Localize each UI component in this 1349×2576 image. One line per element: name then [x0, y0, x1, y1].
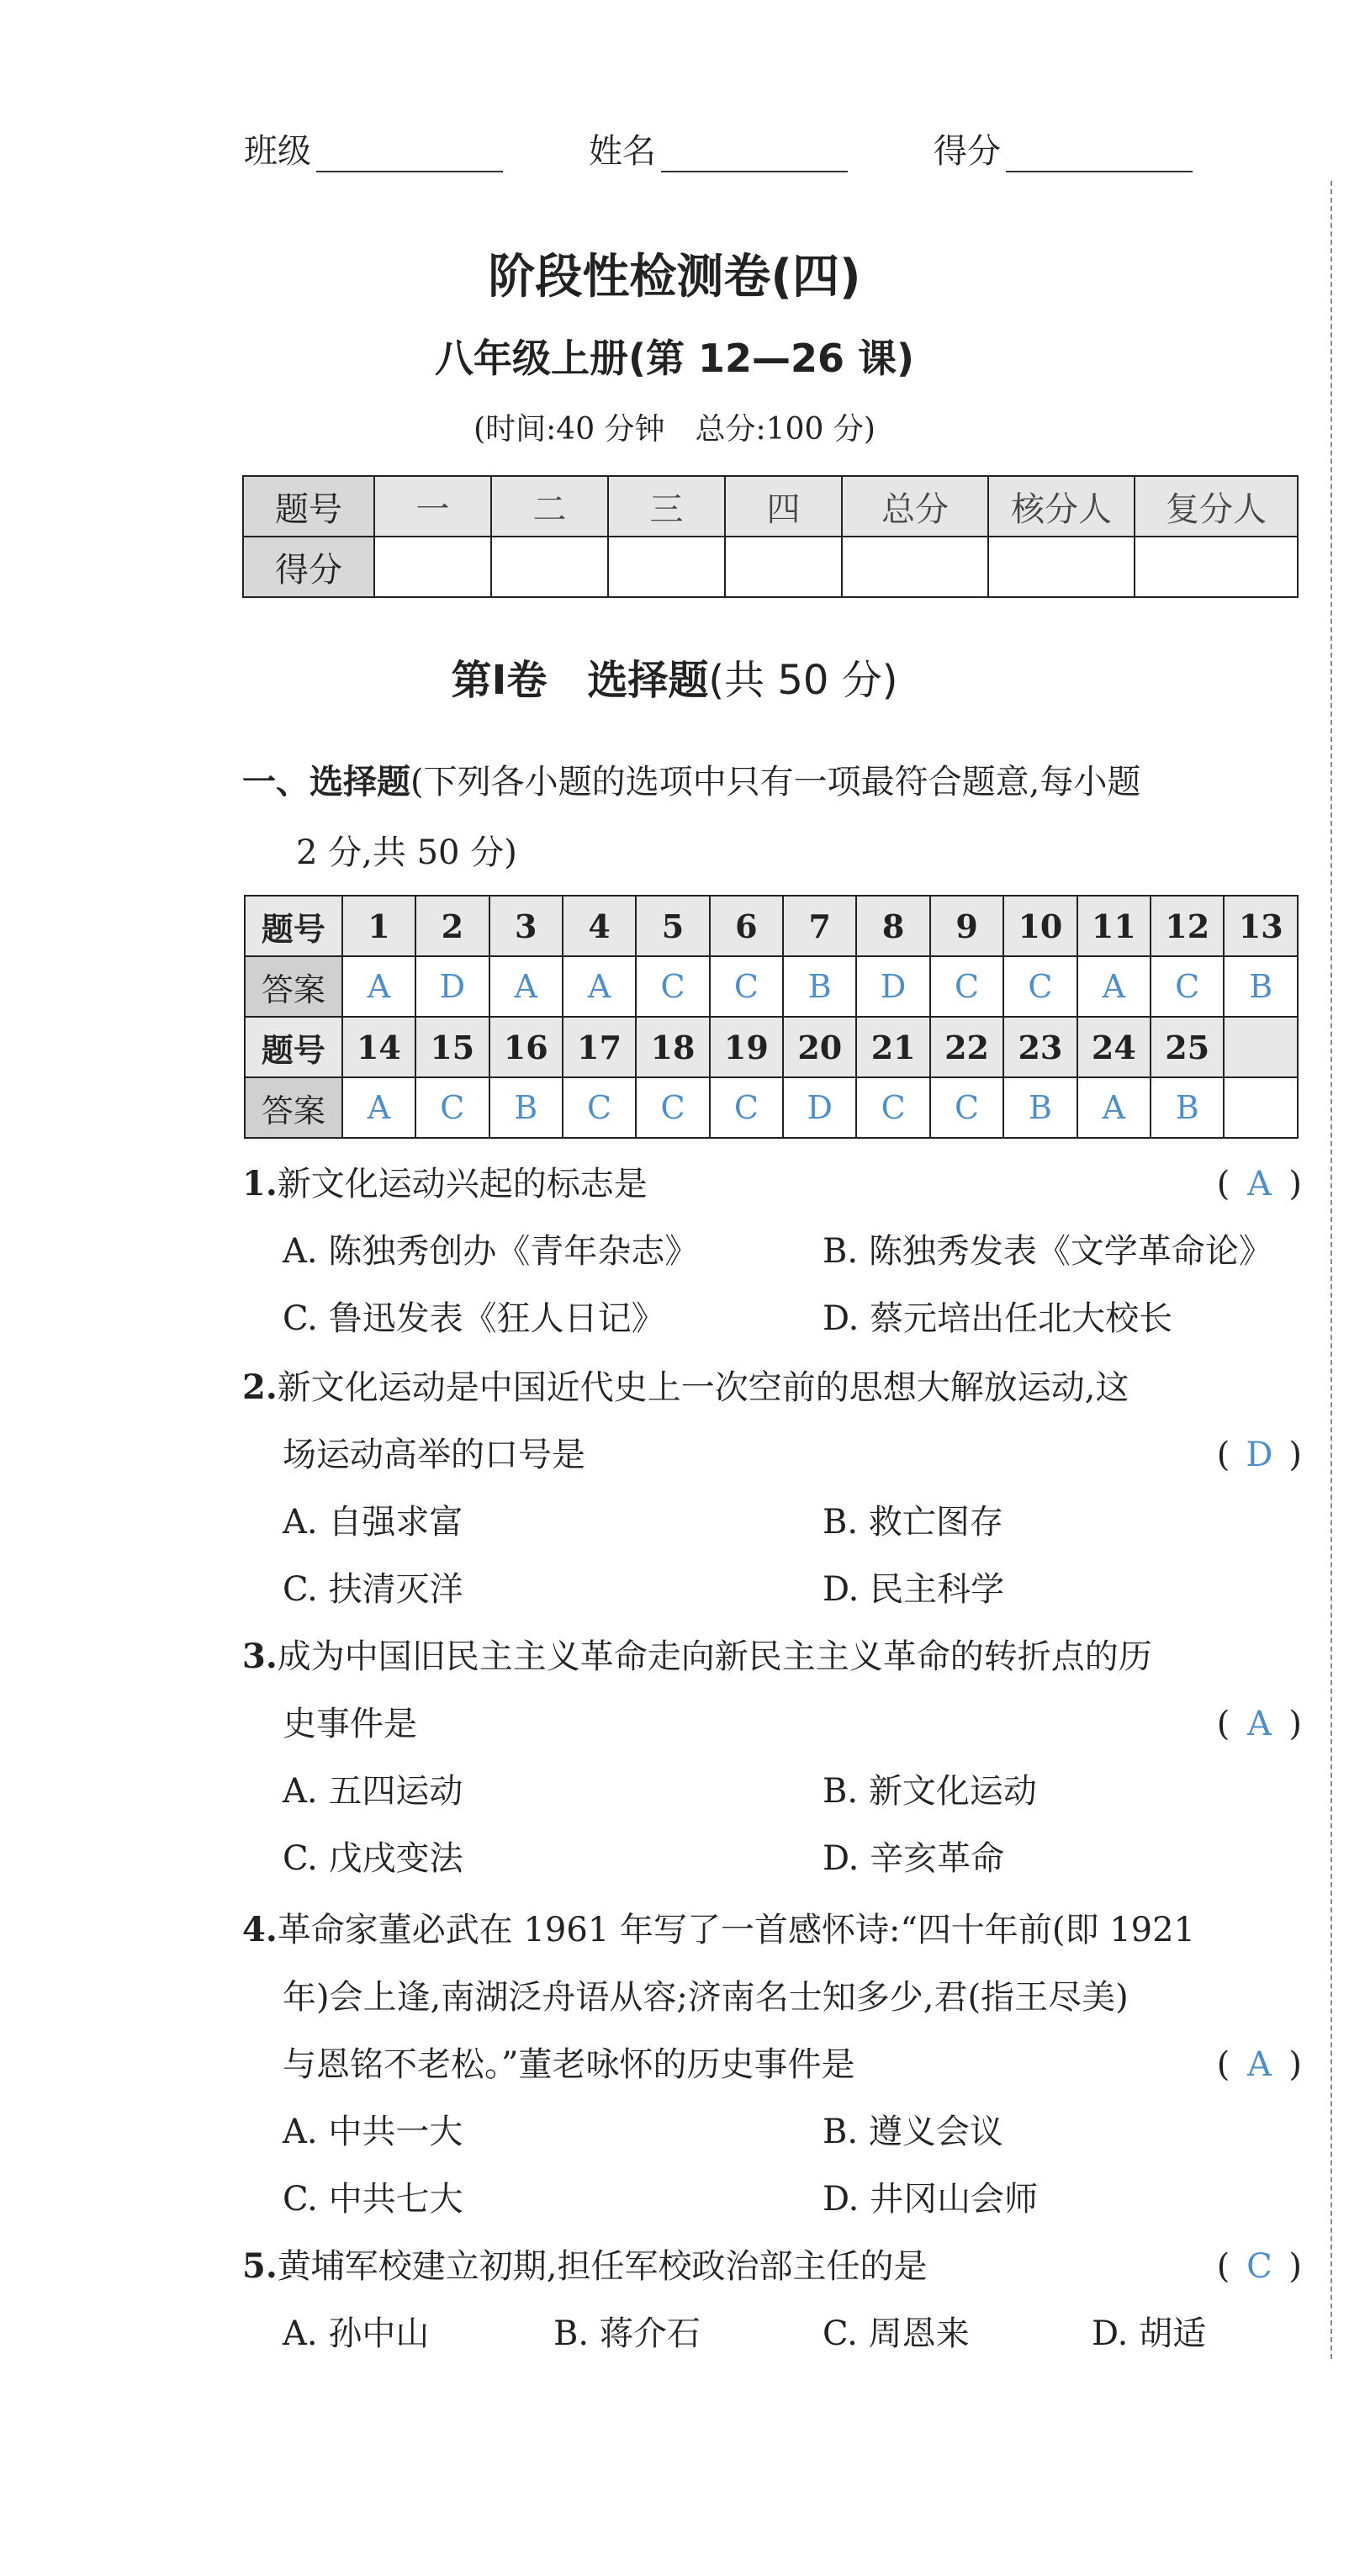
question-num: 4. — [242, 1910, 278, 1949]
question-text: 新文化运动兴起的标志是 — [277, 1165, 648, 1203]
question-stem — [242, 1623, 1302, 1690]
score-cell[interactable] — [842, 537, 988, 597]
question-number: 4 — [563, 896, 636, 956]
question-number: 18 — [636, 1017, 709, 1077]
bracket-close: ) — [1288, 1165, 1302, 1203]
option-c[interactable]: C. 中共七大 — [283, 2180, 463, 2219]
question-text: 成为中国旧民主主义革命走向新民主主义革命的转折点的历 — [277, 1637, 1152, 1676]
answer-cell[interactable]: C — [710, 1077, 783, 1138]
score-blank[interactable] — [1006, 132, 1193, 172]
option-c[interactable]: C. 戊戌变法 — [283, 1839, 463, 1878]
answer-cell[interactable]: C — [563, 1077, 636, 1138]
question-stem-cont — [242, 1690, 1302, 1758]
question-stem — [242, 1150, 1302, 1218]
part-title-suffix: (共 50 分) — [708, 657, 898, 704]
exam-info: (时间:40 分钟 总分:100 分) — [473, 412, 876, 447]
score-cell[interactable] — [1135, 537, 1298, 597]
score-table-row-label: 得分 — [243, 537, 374, 597]
question-stem-cont — [242, 2031, 1302, 2098]
question-number: 19 — [710, 1017, 783, 1077]
option-b[interactable]: B. 救亡图存 — [823, 1503, 1003, 1542]
answer-mark[interactable]: A — [1246, 1165, 1272, 1203]
question-number: 16 — [489, 1017, 563, 1077]
answer-cell[interactable]: C — [710, 956, 783, 1017]
question-num: 2. — [242, 1367, 278, 1407]
question-text: 史事件是 — [283, 1705, 417, 1743]
question-stem-cont — [242, 1964, 1302, 2031]
option-row — [242, 2300, 1302, 2367]
question-number: 8 — [856, 896, 929, 956]
question-3 — [242, 1623, 1302, 1892]
answer-table-label: 答案 — [245, 956, 342, 1017]
answer-cell[interactable]: A — [563, 956, 636, 1017]
answer-cell[interactable]: B — [1151, 1077, 1224, 1138]
answer-table-ans-row — [245, 956, 1298, 1017]
class-label: 班级 — [244, 132, 311, 171]
answer-bracket — [1217, 1690, 1302, 1758]
answer-cell[interactable]: C — [636, 1077, 709, 1138]
option-c[interactable]: C. 周恩来 — [823, 2314, 970, 2353]
answer-cell[interactable]: B — [1224, 956, 1298, 1017]
score-label: 得分 — [934, 132, 1001, 171]
score-cell[interactable] — [988, 537, 1135, 597]
question-number: 1 — [342, 896, 415, 956]
answer-bracket — [1217, 1150, 1302, 1218]
binding-dashed-line — [1330, 181, 1332, 2359]
option-row — [242, 1218, 1302, 1285]
answer-cell[interactable]: A — [342, 1077, 415, 1138]
question-num: 5. — [242, 2246, 278, 2286]
score-table-row-label: 题号 — [243, 476, 374, 537]
option-a[interactable]: A. 中共一大 — [283, 2113, 463, 2151]
option-row — [242, 1285, 1302, 1352]
score-col-checker: 核分人 — [988, 476, 1135, 537]
answer-bracket — [1217, 2233, 1302, 2300]
answer-table — [244, 895, 1299, 1139]
question-stem — [242, 1896, 1302, 1964]
answer-bracket — [1217, 2031, 1302, 2098]
answer-mark[interactable]: A — [1246, 1705, 1272, 1743]
question-number: 21 — [856, 1017, 929, 1077]
question-5 — [242, 2233, 1302, 2367]
bracket-close: ) — [1288, 2247, 1302, 2286]
class-blank[interactable] — [316, 132, 503, 172]
answer-cell[interactable]: C — [1003, 956, 1077, 1017]
question-num: 3. — [242, 1637, 278, 1676]
option-d[interactable]: D. 胡适 — [1092, 2314, 1207, 2353]
question-number: 3 — [489, 896, 563, 956]
question-number: 22 — [930, 1017, 1003, 1077]
answer-cell[interactable]: B — [489, 1077, 563, 1138]
answer-table-num-row — [245, 1017, 1298, 1077]
question-text: 与恩铭不老松。”董老咏怀的历史事件是 — [283, 2045, 855, 2084]
question-number: 23 — [1003, 1017, 1077, 1077]
question-number: 11 — [1077, 896, 1151, 956]
empty-cell — [1224, 1077, 1298, 1138]
question-number: 10 — [1003, 896, 1077, 956]
score-cell[interactable] — [374, 537, 491, 597]
question-number: 2 — [415, 896, 489, 956]
score-field — [934, 124, 1193, 172]
answer-cell[interactable]: C — [930, 1077, 1003, 1138]
answer-cell[interactable]: A — [489, 956, 563, 1017]
option-row — [242, 1489, 1302, 1556]
answer-cell[interactable]: B — [1003, 1077, 1077, 1138]
question-number: 20 — [783, 1017, 856, 1077]
exam-title: 阶段性检测卷(四) — [488, 250, 861, 304]
question-number: 25 — [1151, 1017, 1224, 1077]
section-instructions — [242, 747, 1302, 888]
option-a[interactable]: A. 孙中山 — [283, 2314, 430, 2353]
option-d[interactable]: D. 蔡元培出任北大校长 — [823, 1299, 1173, 1338]
answer-cell[interactable]: A — [1077, 1077, 1151, 1138]
bracket-close: ) — [1288, 2045, 1302, 2084]
option-b[interactable]: B. 遵义会议 — [823, 2113, 1003, 2151]
answer-cell[interactable]: D — [415, 956, 489, 1017]
question-number: 24 — [1077, 1017, 1151, 1077]
question-number: 6 — [710, 896, 783, 956]
answer-cell[interactable]: A — [342, 956, 415, 1017]
question-text: 革命家董必武在 1961 年写了一首感怀诗:“四十年前(即 1921 — [277, 1911, 1196, 1949]
option-d[interactable]: D. 民主科学 — [823, 1570, 1005, 1609]
option-row — [242, 1825, 1302, 1892]
question-number: 14 — [342, 1017, 415, 1077]
answer-cell[interactable]: C — [1151, 956, 1224, 1017]
option-row — [242, 1556, 1302, 1623]
bracket-open: ( — [1216, 2247, 1230, 2286]
exam-subtitle: 八年级上册(第 12—26 课) — [434, 336, 915, 381]
option-row — [242, 1758, 1302, 1825]
bracket-open: ( — [1216, 2045, 1230, 2084]
question-number: 15 — [415, 1017, 489, 1077]
score-cell[interactable] — [725, 537, 842, 597]
answer-cell[interactable]: D — [783, 1077, 856, 1138]
answer-cell[interactable]: C — [856, 1077, 929, 1138]
bracket-close: ) — [1288, 1705, 1302, 1743]
answer-cell[interactable]: A — [1077, 956, 1151, 1017]
score-col-rechecker: 复分人 — [1135, 476, 1298, 537]
empty-cell — [1224, 1017, 1298, 1077]
score-cell[interactable] — [491, 537, 608, 597]
answer-table-ans-row — [245, 1077, 1298, 1138]
question-number: 17 — [563, 1017, 636, 1077]
part-title-prefix: 第Ⅰ卷 选择题 — [451, 657, 709, 704]
option-b[interactable]: B. 陈独秀发表《文学革命论》 — [823, 1232, 1272, 1271]
name-field — [589, 124, 848, 172]
option-d[interactable]: D. 辛亥革命 — [823, 1839, 1005, 1878]
class-field — [244, 124, 503, 172]
answer-table-label: 答案 — [245, 1077, 342, 1138]
score-col-1: 一 — [374, 476, 491, 537]
name-blank[interactable] — [661, 132, 848, 172]
question-number: 7 — [783, 896, 856, 956]
answer-cell[interactable]: D — [856, 956, 929, 1017]
score-table-header-row — [243, 476, 1298, 537]
question-stem — [242, 2233, 1302, 2300]
question-number: 12 — [1151, 896, 1224, 956]
option-c[interactable]: C. 鲁迅发表《狂人日记》 — [283, 1299, 665, 1338]
section-desc-2: 2 分,共 50 分) — [296, 833, 517, 872]
answer-table-num-row — [245, 896, 1298, 956]
score-col-3: 三 — [608, 476, 725, 537]
option-a[interactable]: A. 自强求富 — [283, 1503, 463, 1542]
option-row — [242, 2166, 1302, 2233]
score-table-score-row — [243, 537, 1298, 597]
section-head: 一、选择题 — [242, 763, 410, 801]
question-stem — [242, 1354, 1302, 1421]
bracket-open: ( — [1216, 1165, 1230, 1203]
option-b[interactable]: B. 新文化运动 — [823, 1772, 1037, 1811]
bracket-open: ( — [1216, 1436, 1230, 1474]
score-cell[interactable] — [608, 537, 725, 597]
question-stem-cont — [242, 1421, 1302, 1489]
answer-bracket — [1217, 1421, 1302, 1489]
answer-cell[interactable]: C — [930, 956, 1003, 1017]
question-text: 场运动高举的口号是 — [283, 1436, 585, 1474]
option-row — [242, 2098, 1302, 2166]
option-c[interactable]: C. 扶清灭洋 — [283, 1570, 463, 1609]
part-title — [0, 648, 1349, 706]
section-desc-1: (下列各小题的选项中只有一项最符合题意,每小题 — [410, 763, 1141, 801]
answer-table-label: 题号 — [245, 896, 342, 956]
score-col-4: 四 — [725, 476, 842, 537]
answer-mark[interactable]: D — [1246, 1436, 1273, 1474]
name-label: 姓名 — [589, 132, 656, 171]
answer-cell[interactable]: C — [415, 1077, 489, 1138]
answer-cell[interactable]: B — [783, 956, 856, 1017]
answer-table-label: 题号 — [245, 1017, 342, 1077]
question-number: 5 — [636, 896, 709, 956]
answer-mark[interactable]: A — [1246, 2045, 1272, 2084]
option-b[interactable]: B. 蒋介石 — [553, 2314, 701, 2353]
question-number: 13 — [1224, 896, 1298, 956]
question-4 — [242, 1896, 1302, 2233]
score-col-total: 总分 — [842, 476, 988, 537]
question-1 — [242, 1150, 1302, 1352]
score-col-2: 二 — [491, 476, 608, 537]
question-text: 黄埔军校建立初期,担任军校政治部主任的是 — [277, 2247, 928, 2286]
question-num: 1. — [242, 1164, 278, 1203]
answer-cell[interactable]: C — [636, 956, 709, 1017]
question-text: 年)会上逢,南湖泛舟语从容;济南名士知多少,君(指王尽美) — [283, 1978, 1129, 2017]
student-info-row — [244, 124, 1320, 183]
option-a[interactable]: A. 五四运动 — [283, 1772, 463, 1811]
question-2 — [242, 1354, 1302, 1623]
bracket-close: ) — [1288, 1436, 1302, 1474]
score-table — [242, 475, 1299, 598]
question-text: 新文化运动是中国近代史上一次空前的思想大解放运动,这 — [277, 1368, 1129, 1407]
question-number: 9 — [930, 896, 1003, 956]
answer-mark[interactable]: C — [1246, 2247, 1272, 2286]
option-a[interactable]: A. 陈独秀创办《青年杂志》 — [283, 1232, 699, 1271]
option-d[interactable]: D. 井冈山会师 — [823, 2180, 1039, 2219]
bracket-open: ( — [1216, 1705, 1230, 1743]
